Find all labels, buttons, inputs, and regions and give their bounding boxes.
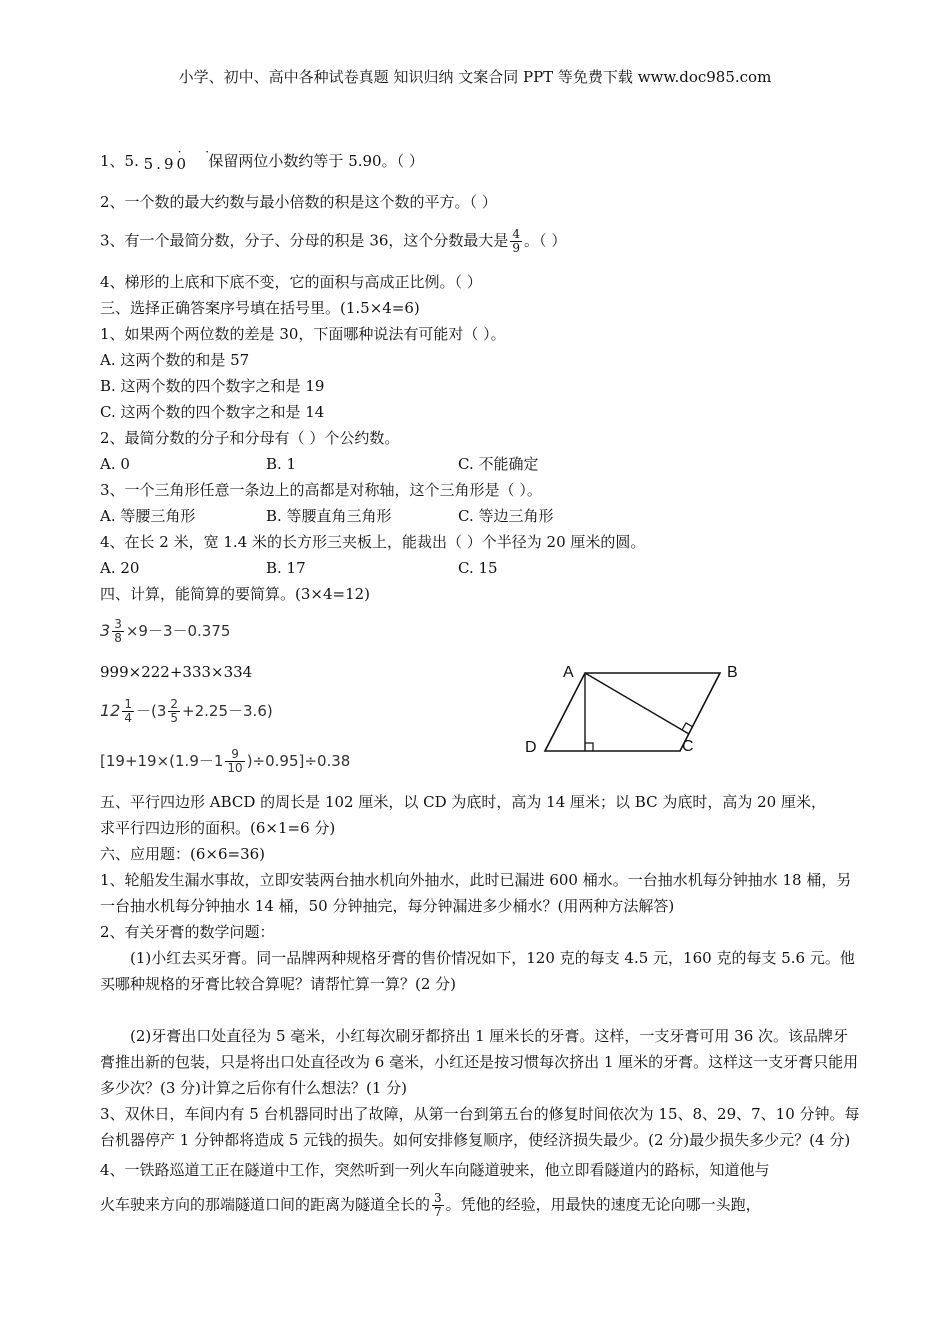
choice-q4-b: B. 17 xyxy=(266,559,306,577)
page-header: 小学、初中、高中各种试卷真题 知识归纳 文案合同 PPT 等免费下载 www.doc985.com xyxy=(178,68,772,86)
vertex-d-label: D xyxy=(525,739,537,756)
choice-title: 三、选择正确答案序号填在括号里。(1.5×4=6) xyxy=(100,299,420,317)
choice-q1: 1、如果两个两位数的差是 30，下面哪种说法有可能对（ ）。 xyxy=(100,325,506,343)
choice-q3-a: A. 等腰三角形 xyxy=(100,507,196,525)
problem-1: 1、轮船发生漏水事故，立即安装两台抽水机向外抽水，此时已漏进 600 桶水。一台抽水机每分钟抽水 18 桶，另一台抽水机每分钟抽水 14 桶，50 分钟抽完，每分钟漏进多少桶水？(用两种方法解答) xyxy=(100,871,852,915)
problem-4-line2: 火车驶来方向的那端隧道口间的距离为隧道全长的 $\frac{3}{7}$ 。凭他的经验，用最快的速度无论向哪一头跑， xyxy=(100,1191,761,1219)
choice-q2-c: C. 不能确定 xyxy=(458,455,539,473)
problem-2-part-2: (2)牙膏出口处直径为 5 毫米，小红每次刷牙都挤出 1 厘米长的牙膏。这样，一支牙膏可用 36 次。该品牌牙膏推出新的包装，只是将出口处直径改为 6 毫米，小红还是按习惯每次挤出 1 厘米的牙膏。这样这一支牙膏只能用多少次？(3 分)计算之后你有什么想法？(1 分) xyxy=(100,1027,859,1097)
choice-q3-c: C. 等边三角形 xyxy=(458,507,554,525)
problem-3: 3、双休日，车间内有 5 台机器同时出了故障，从第一台到第五台的修复时间依次为 15、8、29、7、10 分钟。每台机器停产 1 分钟都将造成 5 元钱的损失。如何安排修复顺序，使经济损失最少。(2 分)最少损失多少元？(4 分) xyxy=(100,1105,860,1149)
fraction: $\frac{3}{7}$ xyxy=(434,1191,442,1219)
problem-2-part-1: (1)小红去买牙膏。同一品牌两种规格牙膏的售价情况如下，120 克的每支 4.5 元，160 克的每支 5.6 元。他买哪种规格的牙膏比较合算呢？请帮忙算一算？(2 分) xyxy=(100,949,855,993)
section5-line1: 五、平行四边形 ABCD 的周长是 102 厘米，以 CD 为底时，高为 14 厘米；以 BC 为底时，高为 20 厘米， xyxy=(100,793,826,811)
vertex-c-label: C xyxy=(682,738,694,755)
fraction: $\frac{4}{9}$ xyxy=(512,227,521,255)
section6-title: 六、应用题：(6×6=36) xyxy=(100,845,266,863)
choice-q4-c: C. 15 xyxy=(458,559,498,577)
problem-2: 2、有关牙膏的数学问题： xyxy=(100,923,275,941)
repeating-decimal: · · 5.90 xyxy=(143,145,220,173)
calc-expr-1: 3 $\frac{3}{8}$ ×9－3－0.375 xyxy=(100,617,231,645)
choice-q1-a: A. 这两个数的和是 57 xyxy=(100,351,250,369)
vertex-a-label: A xyxy=(563,664,574,681)
choice-q1-b: B. 这两个数的四个数字之和是 19 xyxy=(100,377,325,395)
judge-q3: 3、有一个最简分数，分子、分母的积是 36，这个分数最大是 $\frac{4}{9}$ 。（ ） xyxy=(100,227,567,255)
section5-line2: 求平行四边形的面积。(6×1=6 分) xyxy=(100,819,336,837)
choice-q1-c: C. 这两个数的四个数字之和是 14 xyxy=(100,403,325,421)
judge-q4: 4、梯形的上底和下底不变，它的面积与高成正比例。（ ） xyxy=(100,273,482,291)
judge-q1: 1、5. · · 5.90 保留两位小数约等于 5.90。（ ） xyxy=(100,145,424,173)
choice-q3: 3、一个三角形任意一条边上的高都是对称轴，这个三角形是（ ）。 xyxy=(100,481,542,499)
height-to-bc xyxy=(585,673,689,734)
right-angle-mark-d xyxy=(585,743,593,751)
problem-4-line1: 4、一铁路巡道工正在隧道中工作，突然听到一列火车向隧道驶来，他立即看隧道内的路标，知道他与 xyxy=(100,1161,770,1179)
calc-expr-3: 12 $\frac{1}{4}$ －(3 $\frac{2}{5}$ +2.25－3.6) xyxy=(100,697,273,725)
calc-expr-4: [19+19×(1.9－1 $\frac{9}{10}$ )÷0.95]÷0.38 xyxy=(100,747,351,775)
choice-q3-b: B. 等腰直角三角形 xyxy=(266,507,392,525)
choice-q2-a: A. 0 xyxy=(100,455,130,473)
parallelogram-shape xyxy=(545,673,720,751)
choice-q2-b: B. 1 xyxy=(266,455,297,473)
judge-q2: 2、一个数的最大约数与最小倍数的积是这个数的平方。（ ） xyxy=(100,193,497,211)
choice-q2: 2、最简分数的分子和分母有（ ）个公约数。 xyxy=(100,429,400,447)
choice-q4: 4、在长 2 米，宽 1.4 米的长方形三夹板上，能裁出（ ）个半径为 20 厘米的圆。 xyxy=(100,533,646,551)
vertex-b-label: B xyxy=(727,664,738,681)
parallelogram-figure xyxy=(515,655,750,765)
calc-expr-2: 999×222+333×334 xyxy=(100,663,253,681)
choice-q4-a: A. 20 xyxy=(100,559,140,577)
calc-title: 四、计算，能简算的要简算。(3×4=12) xyxy=(100,585,371,603)
